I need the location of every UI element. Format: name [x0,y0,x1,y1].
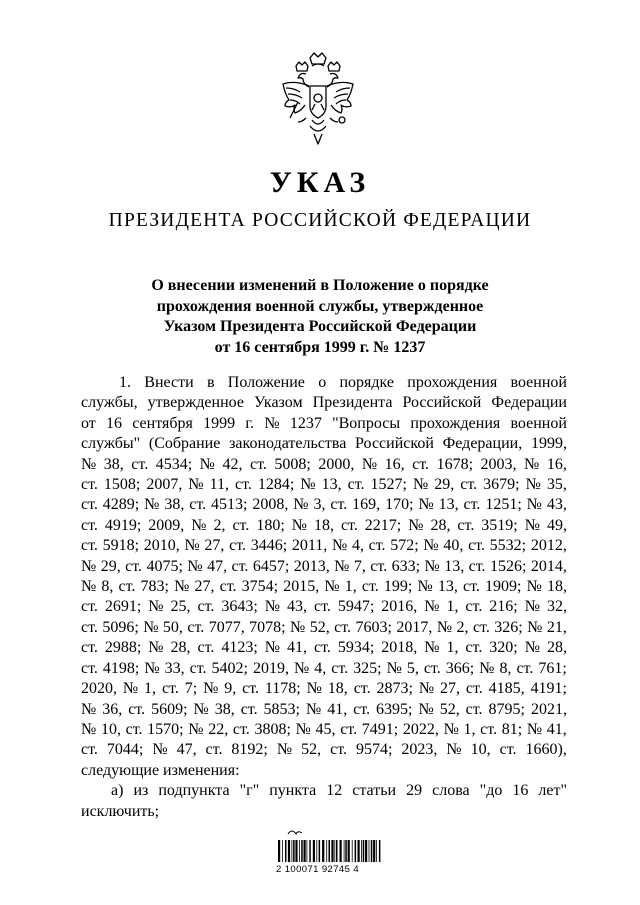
russian-coat-of-arms-icon [276,48,360,152]
barcode-bar [295,840,297,862]
barcode-bar [373,840,375,862]
body-line: № 10, ст. 1570; № 22, ст. 3808; № 45, ст. 7491; 2022, № 1, ст. 81; № 41, [81,720,567,738]
heading-line: О внесении изменений в Положение о порядке [151,277,489,294]
barcode-bar [345,840,347,862]
barcode-bar [358,840,360,862]
barcode-bar [307,840,308,862]
heading-line: Указом Президента Российской Федерации [163,318,477,335]
barcode-bar [278,840,280,862]
barcode-bar [376,840,377,862]
decree-title: УКАЗ [269,166,371,199]
barcode-bar [326,840,327,862]
barcode-bar [363,840,365,862]
barcode-bar [361,840,362,862]
body-line: № 8, ст. 783; № 27, ст. 3754; 2015, № 1, ст. 199; № 13, ст. 1909; № 18, [81,578,567,596]
barcode-bar [299,840,300,862]
barcode-bar [285,840,287,862]
barcode-bar [369,840,370,862]
body-line: исключить; [81,802,160,820]
barcode-bar [329,840,331,862]
decree-subtitle: ПРЕЗИДЕНТА РОССИЙСКОЙ ФЕДЕРАЦИИ [108,210,532,231]
barcode-bar [344,840,345,862]
barcode-bar [293,840,295,862]
body-line: следующие изменения: [81,761,240,779]
barcode-bar [355,840,357,862]
body-line: 1. Внести в Положение о порядке прохождения военной [119,374,567,391]
body-line: службы" (Собрание законодательства Российской Федерации, 1999, [81,435,567,453]
barcode-logo-icon [288,831,302,834]
barcode-bar [331,840,333,862]
body-line: ст. 7044; № 47, ст. 8192; № 52, ст. 9574; 2023, № 10, ст. 1660), [81,741,567,759]
barcode-icon [276,826,386,886]
barcode-bar [292,840,293,862]
barcode-bar [336,840,338,862]
barcode-bar [334,840,335,862]
barcode-bar [282,840,283,862]
body-line: № 29, ст. 4075; № 47, ст. 6457; 2013, № 7, ст. 633; № 13, ст. 1526; 2014, [81,557,567,575]
barcode-bar [379,840,381,862]
body-line: ст. 4198; № 33, ст. 5402; 2019, № 4, ст. 325; № 5, ст. 366; № 8, ст. 761; [81,659,567,677]
body-line: службы, утвержденное Указом Президента Российской Федерации [81,394,567,412]
body-line: № 38, ст. 4534; № 42, ст. 5008; 2000, № 16, ст. 1678; 2003, № 16, [81,455,567,473]
body-line: ст. 2691; № 25, ст. 3643; № 43, ст. 5947; 2016, № 1, ст. 216; № 32, [81,598,567,616]
barcode-bar [365,840,367,862]
document-heading [90,276,550,358]
body-line: ст. 5096; № 50, ст. 7077, 7078; № 52, ст. 7603; 2017, № 2, ст. 326; № 21, [81,618,567,636]
body-line: ст. 2988; № 28, ст. 4123; № 41, ст. 5934; 2018, № 1, ст. 320; № 28, [81,639,567,657]
heading-line: от 16 сентября 1999 г. № 1237 [214,338,426,356]
body-line: от 16 сентября 1999 г. № 1237 "Вопросы прохождения военной [81,414,567,432]
body-line: ст. 4289; № 38, ст. 4513; 2008, № 3, ст. 169, 170; № 13, ст. 1251; № 43, [81,496,567,514]
barcode-bar [313,840,315,862]
barcode-bar [288,840,290,862]
barcode-bar [301,840,303,862]
barcode-bar [319,840,321,862]
barcode-bar [309,840,311,862]
heading-line: прохождения военной службы, утвержденное [156,297,484,315]
body-line: ст. 5918; 2010, № 27, ст. 3446; 2011, № 4, ст. 572; № 40, ст. 5532; 2012, [81,537,567,555]
body-line: № 36, ст. 5609; № 38, ст. 5853; № 41, ст. 6395; № 52, ст. 8795; 2021, [81,700,567,718]
body-line: а) из подпункта "г" пункта 12 статьи 29 слова "до 16 лет" [111,782,567,800]
barcode-bar [304,840,306,862]
barcode-bar [348,840,350,862]
barcode-number: 2 100071 92745 4 [276,864,360,875]
body-line: 2020, № 1, ст. 7; № 9, ст. 1178; № 18, ст. 2873; № 27, ст. 4185, 4191; [81,680,567,698]
barcode-bar [316,840,317,862]
barcode-bar [371,840,373,862]
barcode-bar [340,840,342,862]
document-body [81,373,567,822]
barcode-bar [322,840,324,862]
barcode-bar [352,840,353,862]
body-line: ст. 4919; 2009, № 2, ст. 180; № 18, ст. 2217; № 28, ст. 3519; № 49, [81,516,567,534]
body-line: ст. 1508; 2007, № 11, ст. 1284; № 13, ст. 1527; № 29, ст. 3679; № 35, [81,476,567,494]
